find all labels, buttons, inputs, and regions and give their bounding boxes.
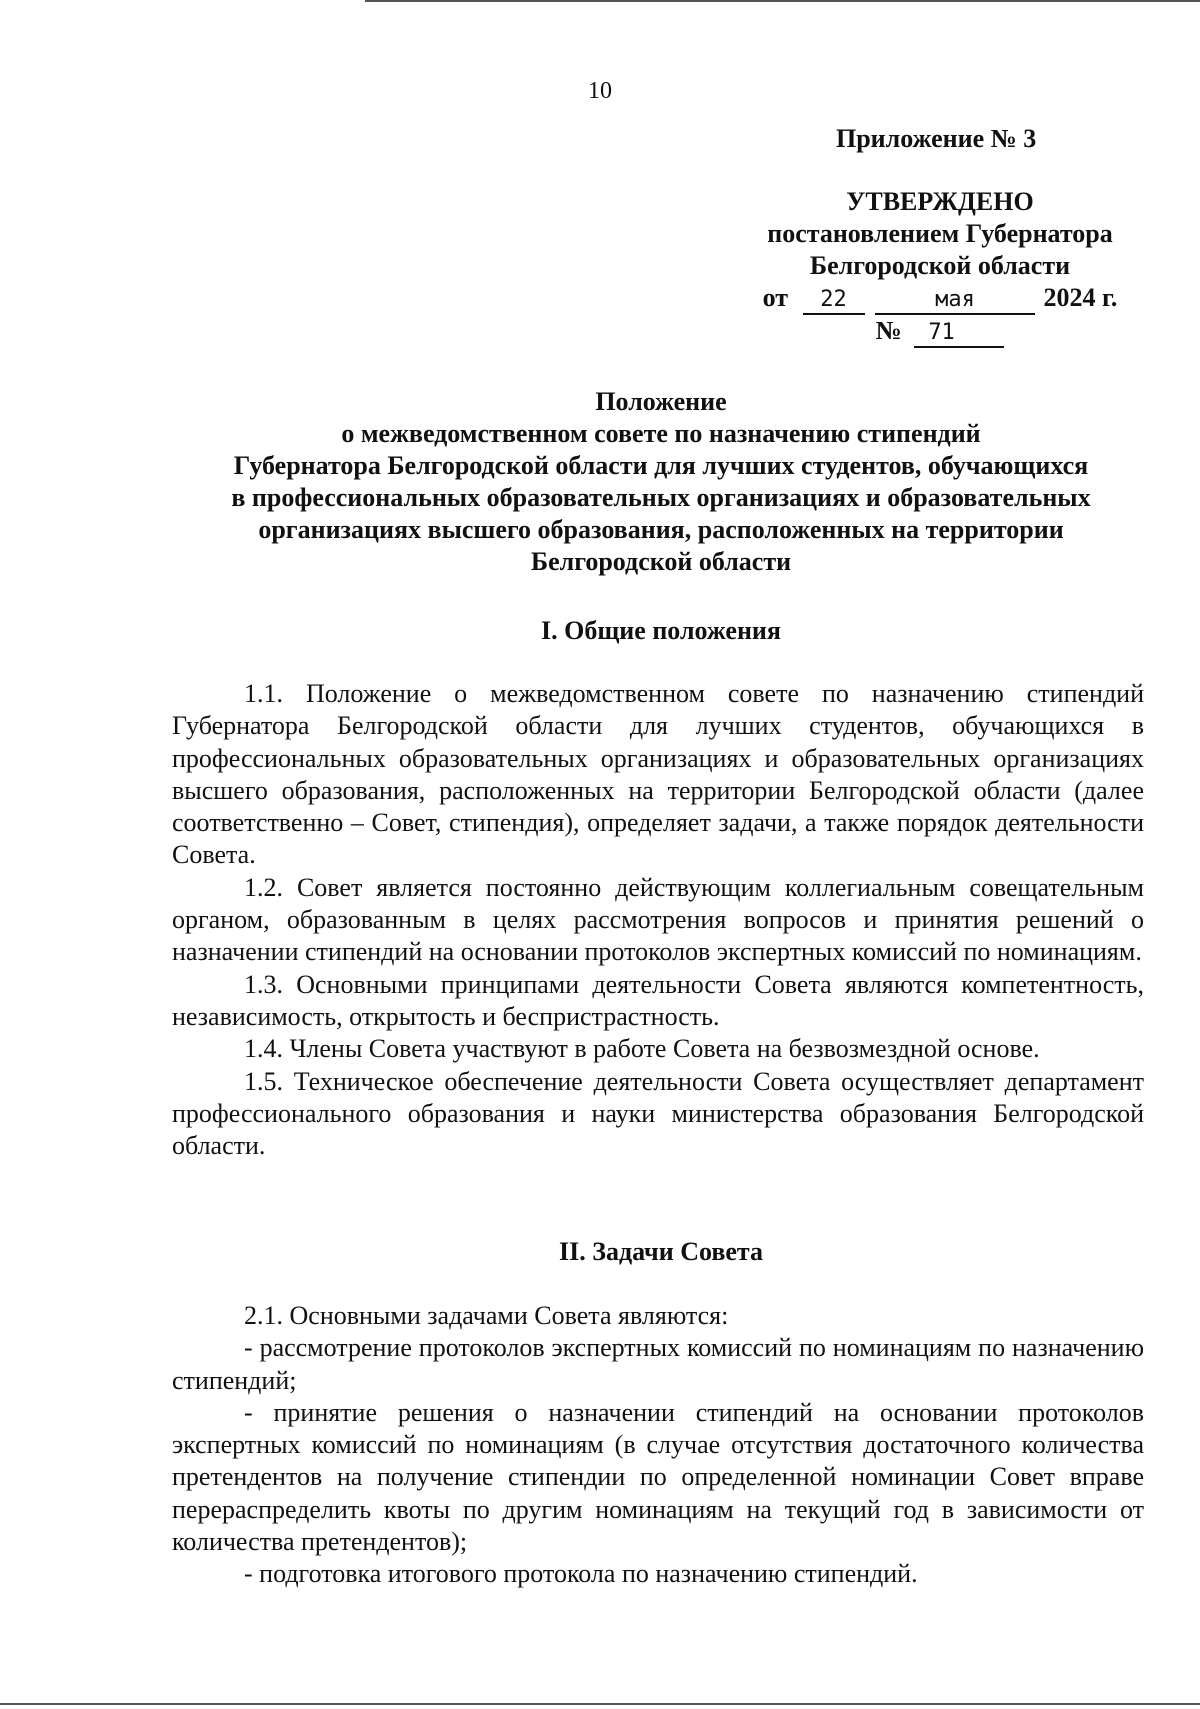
paragraph-2-1: 2.1. Основными задачами Совета являются:: [244, 1301, 729, 1330]
date-month: мая: [875, 287, 1035, 315]
number-label: №: [875, 316, 902, 345]
scan-edge-top: [365, 0, 1200, 2]
paragraph-1-3: 1.3. Основными принципами деятельности Совета являются компетентность, независимость, открытость и беспристрастность.: [172, 969, 1144, 1031]
decree-number: 71: [914, 320, 1004, 348]
paragraph-1-1: 1.1. Положение о межведомственном совете по назначению стипендий Губернатора Белгородской области для лучших студентов, обучающихся в профессиональных образовательных организациях и образовательных организациях высшего образования, расположенных на территории Белгородской области (далее соответственно – Совет, стипендия), определяет задачи, а также порядок деятельности Совета.: [172, 679, 1144, 870]
paragraph-1-5: 1.5. Техническое обеспечение деятельности Совета осуществляет департамент профессионального образования и науки министерства образования Белгородской области.: [172, 1066, 1144, 1161]
title-line-4: в профессиональных образовательных организациях и образовательных: [231, 483, 1091, 512]
section-1-body: [172, 678, 1144, 1162]
scan-edge-bottom: [0, 1703, 1200, 1705]
title-line-1: Положение: [595, 387, 727, 416]
appendix-label: Приложение № 3: [836, 124, 1037, 153]
list-item-decision: - принятие решения о назначении стипендий на основании протоколов экспертных комиссий по номинациям (в случае отсутствия достаточного количества претендентов на получение стипендии по определенной номинации Совет вправе перераспределить квоты по другим номинациям на текущий год в зависимости от количества претендентов);: [172, 1397, 1144, 1557]
approved-stamp: УТВЕРЖДЕНО: [846, 187, 1034, 216]
date-year: 2024 г.: [1043, 283, 1118, 312]
paragraph-1-4: 1.4. Члены Совета участвуют в работе Совета на безвозмездной основе.: [244, 1034, 1040, 1064]
title-line-5: организациях высшего образования, расположенных на территории: [258, 515, 1064, 544]
list-item-protocol: - подготовка итогового протокола по назначению стипендий.: [244, 1559, 918, 1589]
approval-number: [740, 315, 1140, 348]
date-day: 22: [803, 287, 865, 315]
paragraph-1-2: 1.2. Совет является постоянно действующим коллегиальным совещательным органом, образованным в целях рассмотрения вопросов и принятия решений о назначении стипендий на основании протоколов экспертных комиссий по номинациям.: [172, 872, 1144, 967]
approval-date: [740, 282, 1140, 315]
section-2-body: [172, 1300, 1144, 1591]
title-line-3: Губернатора Белгородской области для лучших студентов, обучающихся: [233, 451, 1089, 480]
approval-line-1: постановлением Губернатора: [767, 219, 1113, 248]
title-line-6: Белгородской области: [530, 547, 792, 576]
list-item-review: - рассмотрение протоколов экспертных комиссий по номинациям по назначению стипендий;: [172, 1333, 1144, 1395]
approval-block: [740, 186, 1140, 348]
date-from-label: от: [762, 283, 789, 312]
document-title: [150, 386, 1172, 578]
approval-line-2: Белгородской области: [809, 251, 1071, 280]
section-2-heading: II. Задачи Совета: [558, 1237, 763, 1266]
page-number: 10: [588, 78, 612, 104]
section-1-heading: I. Общие положения: [541, 616, 781, 645]
title-line-2: о межведомственном совете по назначению стипендий: [341, 419, 981, 448]
